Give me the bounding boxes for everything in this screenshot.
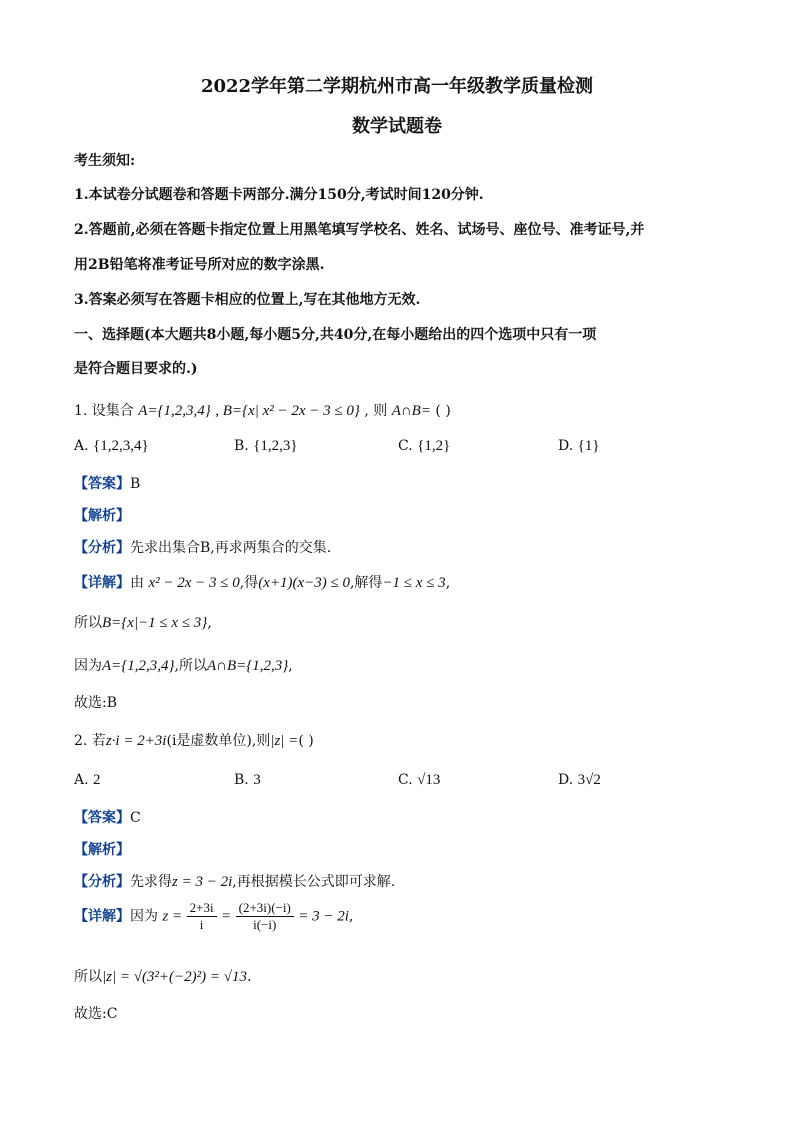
section-heading-line2: 是符合题目要求的.) [74,361,198,377]
option-value: {1,2} [417,438,451,454]
option-label: B. [234,772,249,788]
q1-stem-prefix: 1. 设集合 [74,403,134,419]
text: (i是虚数单位),则 [166,733,271,749]
math: x² − 2x − 3 ≤ 0 [148,575,240,591]
exam-title: 2022学年第二学期杭州市高一年级教学质量检测 [200,76,594,97]
analysis-tag: 【解析】 [74,842,130,858]
denominator: i(−i) [253,917,277,932]
q1-stem-suffix: , 则 [364,403,388,419]
q2-answer [74,807,141,827]
q1-option-d [558,438,600,455]
q1-xiangjie-line3 [74,655,293,675]
math: B={x|−1 ≤ x ≤ 3} [102,615,208,631]
notice-item-1: 1.本试卷分试题卷和答题卡两部分.满分150分,考试时间120分钟. [74,187,484,203]
fraction [236,900,294,933]
math: |z| = √(3²+(−2)²) = √13 [102,969,248,985]
q2-blank: ( ) [298,733,314,749]
q1-set-b: , B={x| x² − 2x − 3 ≤ 0} [215,403,360,419]
option-label: D. [558,438,574,454]
option-label: A. [74,438,89,454]
text: ,再根据模长公式即可求解. [232,874,396,890]
q2-option-a [74,772,101,789]
q1-option-c [398,438,450,455]
q1-option-b [234,438,298,455]
option-value: 2 [93,772,101,788]
text: 先求得 [130,874,172,890]
q1-xiangjie [74,572,450,592]
text: 由 [130,575,144,591]
notice-item-2-cont: 用2B铅笔将准考证号所对应的数字涂黑. [74,257,325,273]
text: ,解得 [349,575,383,591]
q1-set-a: A={1,2,3,4} [138,403,211,419]
option-label: D. [558,772,574,788]
text: , [288,658,293,674]
math: z = 3 − 2i [172,874,233,890]
text: , [348,908,354,925]
q2-conclusion: 故选:C [74,1006,118,1022]
xiangjie-tag: 【详解】 [74,575,130,591]
text: 所以 [74,969,102,985]
math: = 3 − 2i [298,908,349,925]
text: , [445,575,451,591]
q2-option-b [234,772,261,789]
text: 所以 [74,615,102,631]
answer-value: B [130,476,141,492]
math: A={1,2,3,4} [102,658,175,674]
fraction [187,900,217,933]
section-heading-line1: 一、选择题(本大题共8小题,每小题5分,共40分,在每小题给出的四个选项中只有一项 [74,327,597,343]
q2-stem [74,730,314,750]
text: ,所以 [174,658,207,674]
q1-analysis-tag [74,505,130,525]
exam-subtitle: 数学试题卷 [352,116,442,137]
notice-item-3: 3.答案必须写在答题卡相应的位置上,写在其他地方无效. [74,292,421,308]
q1-blank: ( ) [435,403,451,419]
option-value: {1,2,3} [253,438,298,454]
math: z·i = 2+3i [105,733,167,749]
q2-option-d [558,772,601,789]
xiangjie-tag: 【详解】 [74,908,130,925]
q2-xiangjie-line2 [74,966,251,986]
fenxi-tag: 【分析】 [74,874,130,890]
answer-value: C [130,810,141,826]
q2-fenxi [74,871,395,891]
math: z = [162,908,183,925]
text: 因为 [130,908,158,925]
fenxi-tag: 【分析】 [74,540,130,556]
math: −1 ≤ x ≤ 3 [382,575,446,591]
q1-fenxi [74,537,331,557]
q2-analysis-tag [74,839,130,859]
text: 因为 [74,658,102,674]
answer-tag: 【答案】 [74,476,130,492]
text: , [207,615,212,631]
option-value: {1,2,3,4} [93,438,149,454]
option-label: C. [398,772,413,788]
q1-option-a [74,438,149,455]
text: . [247,969,252,985]
analysis-tag: 【解析】 [74,508,130,524]
math: A∩B={1,2,3} [207,658,289,674]
option-label: C. [398,438,413,454]
denominator: i [199,917,204,932]
q1-intersection: A∩B= [391,403,431,419]
q1-stem [74,400,451,420]
math: |z| = [270,733,299,749]
numerator: (2+3i)(−i) [236,900,294,917]
notice-item-2: 2.答题前,必须在答题卡指定位置上用黑笔填写学校名、姓名、试场号、座位号、准考证号,并 [74,222,645,238]
numerator: 2+3i [187,900,217,917]
q2-xiangjie: 【详解】因为 z = $\frac{2+3i}{i}$ = $\frac{(2+3i)(-i)}{i(-i)}$ = 3 − 2i, [74,900,354,932]
option-value: 3√2 [577,772,601,788]
option-label: B. [234,438,249,454]
option-value: √13 [417,772,441,788]
text: ,得 [239,575,259,591]
option-value: {1} [577,438,600,454]
q1-answer [74,473,140,493]
q2-option-c [398,772,440,789]
option-label: A. [74,772,89,788]
text: 2. 若 [74,733,106,749]
notice-heading: 考生须知: [74,153,136,169]
answer-tag: 【答案】 [74,810,130,826]
q1-conclusion: 故选:B [74,695,118,711]
option-value: 3 [253,772,261,788]
fenxi-text: 先求出集合B,再求两集合的交集. [130,540,332,556]
q1-xiangjie-line2 [74,612,212,632]
math: (x+1)(x−3) ≤ 0 [258,575,350,591]
